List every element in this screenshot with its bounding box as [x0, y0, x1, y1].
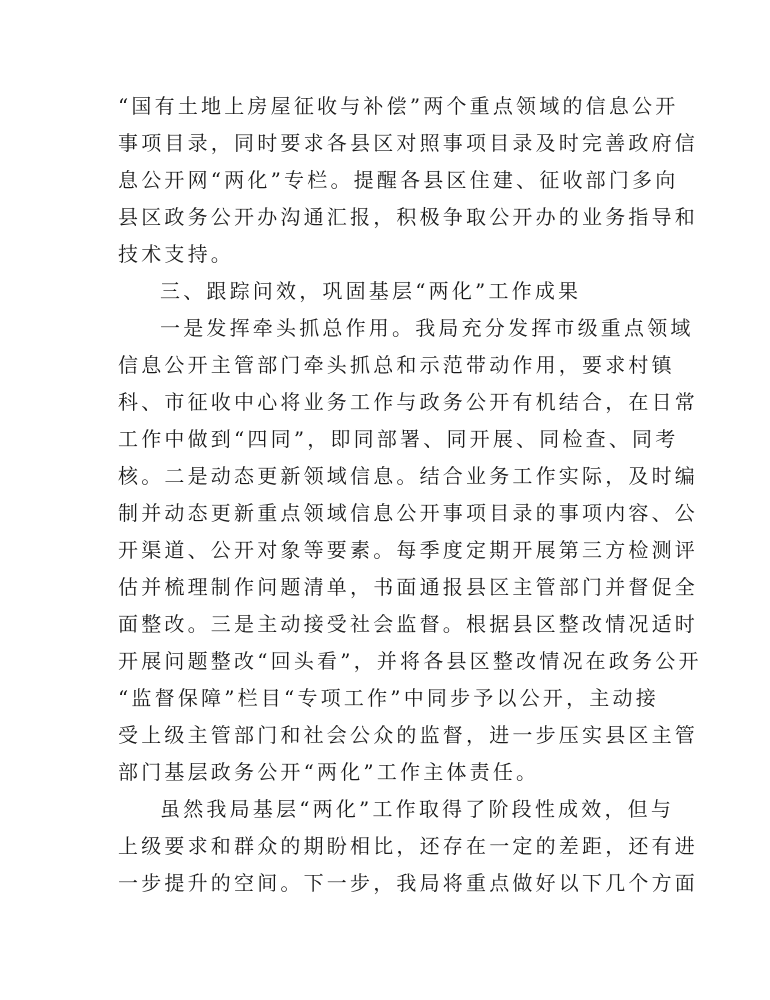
text-line-15: 面整改。三是主动接受社会监督。根据县区整改情况适时: [118, 612, 698, 636]
text-line-21: 上级要求和群众的期盼相比，还存在一定的差距，还有进: [118, 834, 698, 858]
text-line-9: 科、市征收中心将业务工作与政务公开有机结合，在日常: [118, 390, 698, 414]
text-line-5: 技术支持。: [118, 242, 234, 266]
section-heading-3: 三、跟踪问效，巩固基层“两化”工作成果: [160, 279, 582, 303]
text-line-10: 工作中做到“四同”，即同部署、同开展、同检查、同考: [118, 427, 679, 451]
text-line-4: 县区政务公开办沟通汇报，积极争取公开办的业务指导和: [118, 205, 698, 229]
text-line-22: 一步提升的空间。下一步，我局将重点做好以下几个方面: [118, 871, 698, 895]
text-line-14: 估并梳理制作问题清单，书面通报县区主管部门并督促全: [118, 575, 698, 599]
paragraph-start-2: 虽然我局基层“两化”工作取得了阶段性成效，但与: [160, 797, 675, 821]
text-line-8: 信息公开主管部门牵头抓总和示范带动作用，要求村镇: [118, 353, 675, 377]
text-line-18: 受上级主管部门和社会公众的监督，进一步压实县区主管: [118, 723, 698, 747]
paragraph-start-1: 一是发挥牵头抓总作用。我局充分发挥市级重点领域: [160, 316, 694, 340]
text-line-2: 事项目录，同时要求各县区对照事项目录及时完善政府信: [118, 131, 698, 155]
text-line-1: “国有土地上房屋征收与补偿”两个重点领域的信息公开: [118, 94, 679, 118]
text-line-13: 开渠道、公开对象等要素。每季度定期开展第三方检测评: [118, 538, 698, 562]
text-line-16: 开展问题整改“回头看”，并将各县区整改情况在政务公开: [118, 649, 702, 673]
text-line-12: 制并动态更新重点领域信息公开事项目录的事项内容、公: [118, 501, 698, 525]
text-line-3: 息公开网“两化”专栏。提醒各县区住建、征收部门多向: [118, 168, 679, 192]
text-line-17: “监督保障”栏目“专项工作”中同步予以公开，主动接: [118, 686, 659, 710]
text-line-19: 部门基层政务公开“两化”工作主体责任。: [118, 760, 540, 784]
text-line-11: 核。二是动态更新领域信息。结合业务工作实际，及时编: [118, 464, 698, 488]
